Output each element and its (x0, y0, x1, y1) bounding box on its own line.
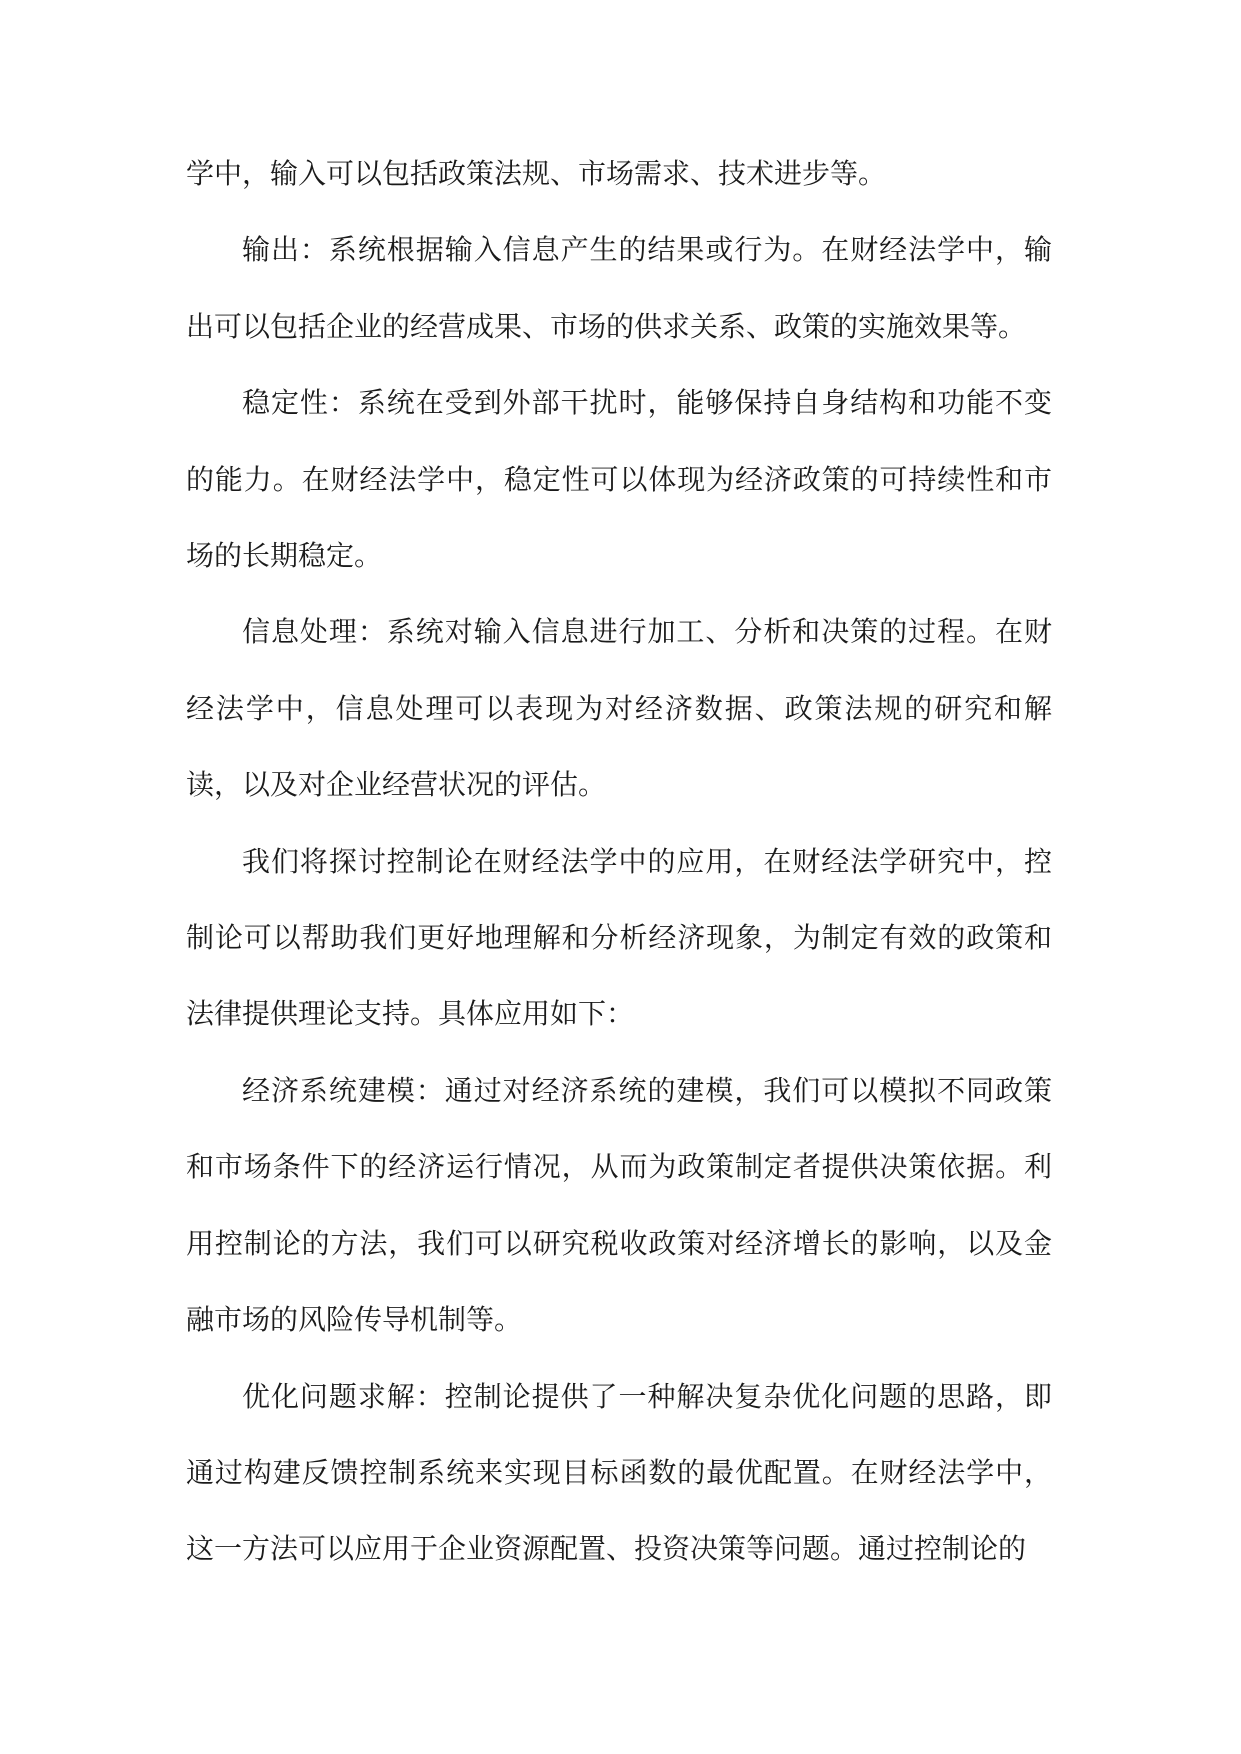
paragraph-5: 我们将探讨控制论在财经法学中的应用，在财经法学研究中，控制论可以帮助我们更好地理解和分析经济现象，为制定有效的政策和法律提供理论支持。具体应用如下： (186, 844, 1052, 1031)
paragraph-7: 优化问题求解：控制论提供了一种解决复杂优化问题的思路，即通过构建反馈控制系统来实现目标函数的最优配置。在财经法学中，这一方法可以应用于企业资源配置、投资决策等问题。通过控制论的 (186, 1379, 1052, 1566)
paragraph-6: 经济系统建模：通过对经济系统的建模，我们可以模拟不同政策和市场条件下的经济运行情况，从而为政策制定者提供决策依据。利用控制论的方法，我们可以研究税收政策对经济增长的影响，以及金融市场的风险传导机制等。 (186, 1073, 1052, 1337)
document-body (186, 136, 1052, 1588)
paragraph-2: 输出：系统根据输入信息产生的结果或行为。在财经法学中，输出可以包括企业的经营成果、市场的供求关系、政策的实施效果等。 (186, 233, 1052, 343)
paragraph-3: 稳定性：系统在受到外部干扰时，能够保持自身结构和功能不变的能力。在财经法学中，稳定性可以体现为经济政策的可持续性和市场的长期稳定。 (186, 386, 1052, 573)
paragraph-1: 学中，输入可以包括政策法规、市场需求、技术进步等。 (186, 157, 887, 190)
paragraph-4: 信息处理：系统对输入信息进行加工、分析和决策的过程。在财经法学中，信息处理可以表现为对经济数据、政策法规的研究和解读，以及对企业经营状况的评估。 (186, 615, 1052, 802)
